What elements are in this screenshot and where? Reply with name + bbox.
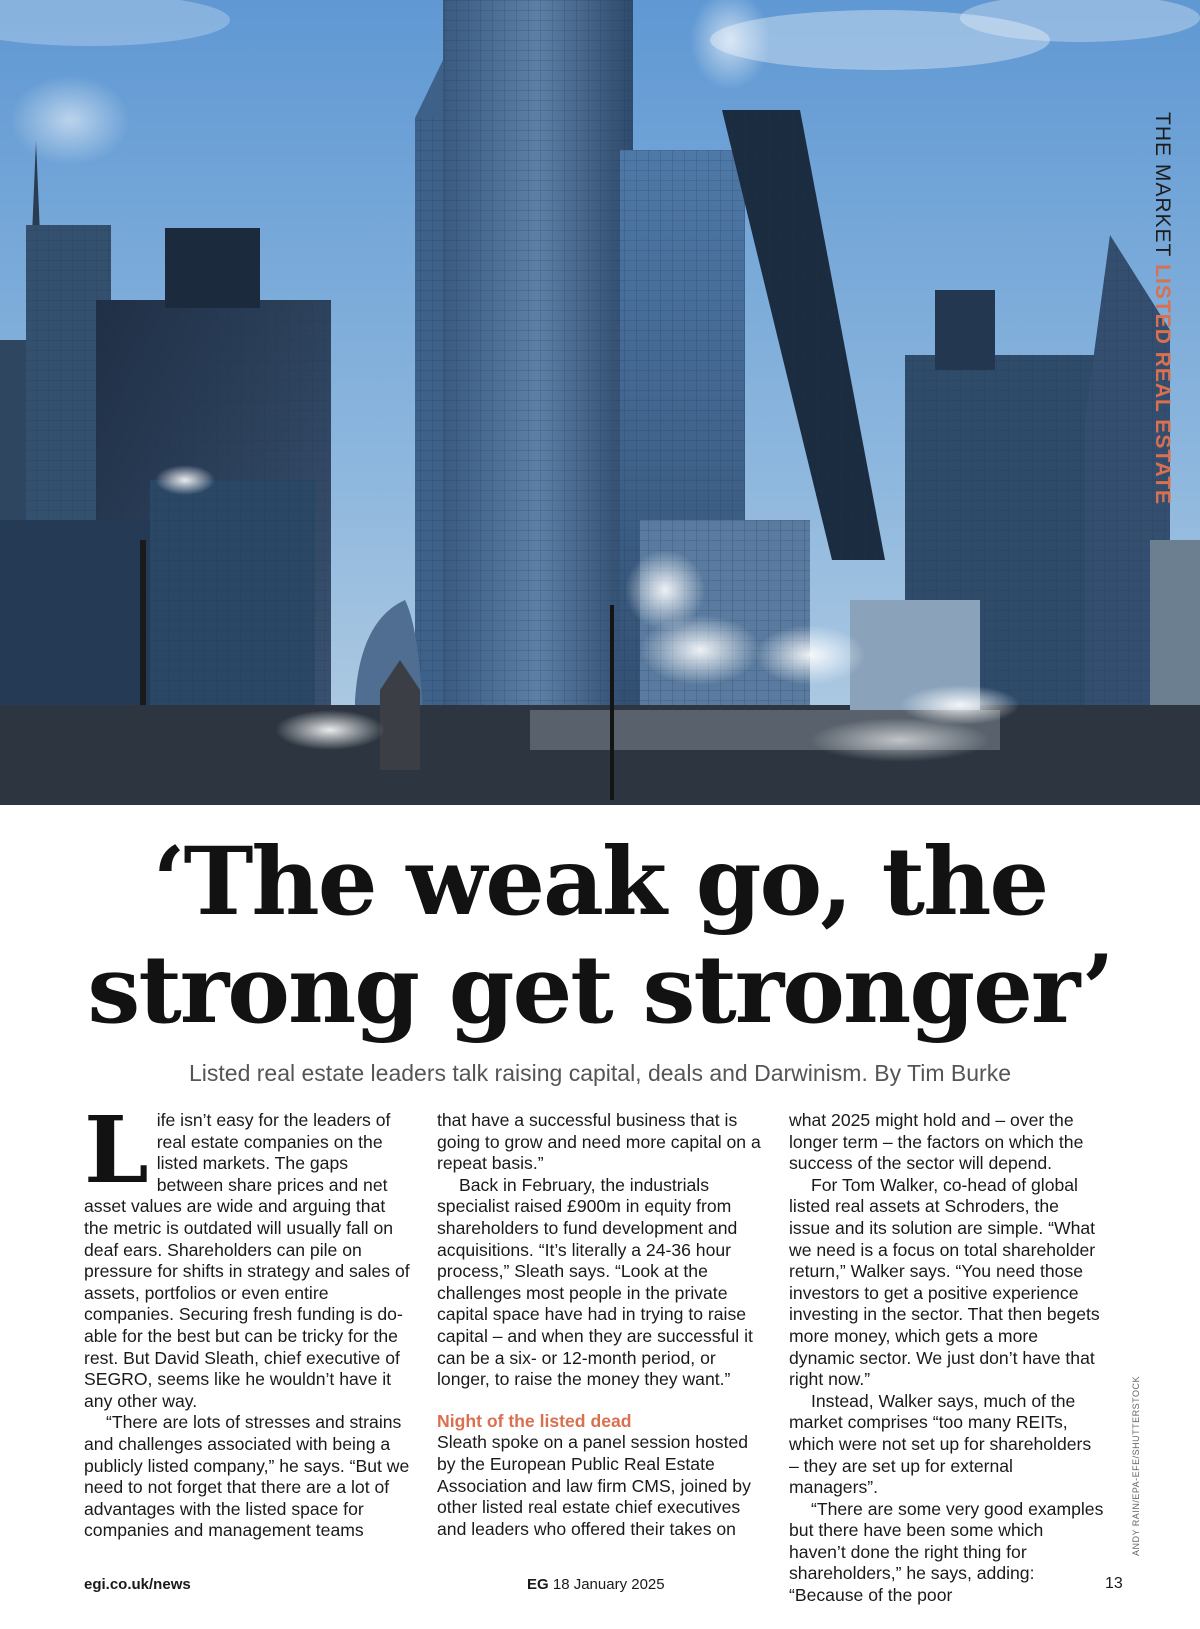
- footer-date: 18 January 2025: [552, 1576, 665, 1593]
- headline-line-1: ‘The weak go, the: [152, 827, 1048, 937]
- article-column-2: [437, 1110, 767, 1540]
- paragraph: that have a successful business that is going to grow and need more capital on a repeat basis.”: [437, 1110, 761, 1174]
- subheading: Night of the listed dead: [437, 1410, 632, 1431]
- photo-credit: ANDY RAIN/EPA-EFE/SHUTTERSTOCK: [1131, 1376, 1141, 1557]
- section-label: [1150, 112, 1174, 505]
- paragraph: “There are some very good examples but there have been some which haven’t done the right thing for shareholders,” he says, adding: “Because of the poor: [789, 1498, 1104, 1606]
- headline: [0, 828, 1200, 1044]
- headline-line-2: strong get stronger’: [87, 935, 1113, 1045]
- hero-photo: [0, 0, 1200, 805]
- paragraph: “There are lots of stresses and strains and challenges associated with being a publicly listed company,” he says. “But we need to not forget that there are a lot of advantages with the listed space for companies and management teams: [84, 1412, 410, 1541]
- footer-issue: [527, 1576, 665, 1593]
- section-label-prefix: THE MARKET: [1151, 112, 1174, 258]
- paragraph: For Tom Walker, co-head of global listed real assets at Schroders, the issue and its solution are simple. “What we need is a focus on total shareholder return,” Walker says. “You need those investors to get a positive experience investing in the sector. That then begets more money, which gets a more dynamic sector. We just don’t have that right now.”: [789, 1174, 1100, 1390]
- dropcap: L: [84, 1096, 149, 1204]
- footer-url[interactable]: egi.co.uk/news: [84, 1576, 191, 1593]
- footer-magazine: EG: [527, 1576, 549, 1593]
- paragraph: ife isn’t easy for the leaders of real estate companies on the listed markets. The gaps between share prices and net asset values are wide and arguing that the metric is outdated will usually fall on deaf ears. Shareholders can pile on pressure for shifts in strategy and sales of assets, portfolios or even entire companies. Securing fresh funding is do-able for the best but can be tricky for the rest. But David Sleath, chief executive of SEGRO, seems like he wouldn’t have it any other way.: [84, 1110, 410, 1411]
- article-column-1: [84, 1096, 414, 1542]
- article-column-3: [789, 1110, 1104, 1607]
- paragraph: Sleath spoke on a panel session hosted by the European Public Real Estate Association and law firm CMS, joined by other listed real estate chief executives and leaders who offered their takes on: [437, 1432, 751, 1539]
- page-number: 13: [1105, 1575, 1123, 1592]
- paragraph: Back in February, the industrials specialist raised £900m in equity from shareholders to fund development and acquisitions. “It’s literally a 24-36 hour process,” Sleath says. “Look at the challenges most people in the private capital space have had in trying to raise capital – and when they are successful it can be a six- or 12-month period, or longer, to raise the money they want.”: [437, 1174, 753, 1390]
- paragraph: Instead, Walker says, much of the market comprises “too many REITs, which were not set up for shareholders – they are set up for external managers”.: [789, 1390, 1092, 1498]
- paragraph: what 2025 might hold and – over the longer term – the factors on which the success of the sector will depend.: [789, 1110, 1084, 1174]
- section-label-topic: LISTED REAL ESTATE: [1151, 264, 1174, 506]
- standfirst: Listed real estate leaders talk raising capital, deals and Darwinism. By Tim Burke: [189, 1060, 1011, 1086]
